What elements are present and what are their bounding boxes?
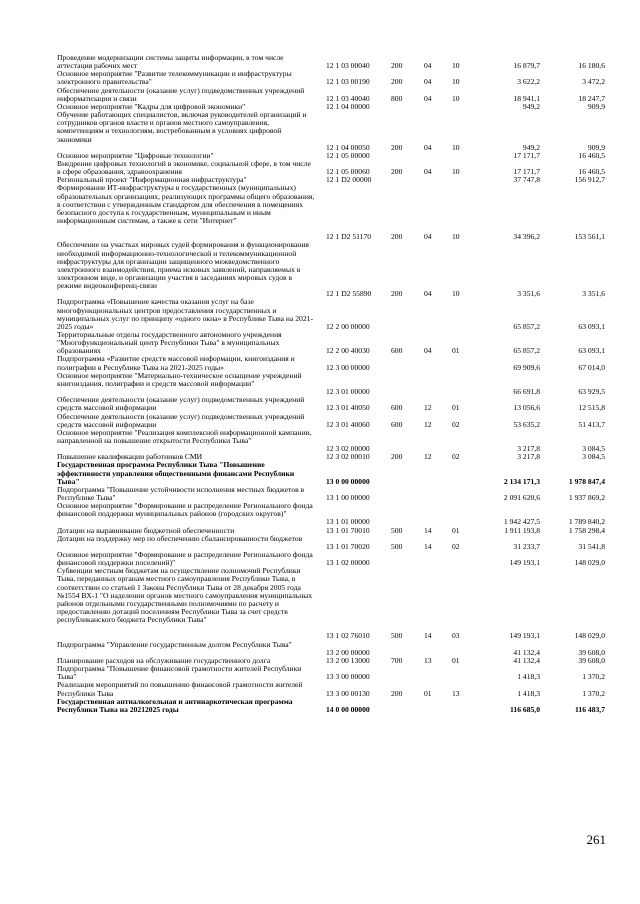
row-section: 04 [424, 232, 432, 242]
row-amount-year1: 69 909,6 [513, 362, 540, 372]
row-amount-year2: 1 370,2 [582, 688, 605, 698]
row-description: Государственная программа Республики Тыва "Повышение эффективности управления общественными финансами Республики Тыва" [57, 460, 295, 486]
row-amount-year2: 3 472,2 [582, 77, 605, 87]
row-description: Формирование ИТ-инфраструктуры в государственных (муниципальных) образовательных организациях, реализующих программы общего образования, в соответствии с утвержденным стандартом для обеспечения в помещениях безопасного доступа к государственным, муниципальным и иным информационным системам, а также к сети "Интернет" [57, 183, 315, 225]
row-amount-year1: 2 134 171,3 [503, 476, 540, 486]
table-row [0, 396, 640, 412]
table-row [0, 429, 640, 453]
row-description: Субвенции местным бюджетам на осуществление полномочий Республики Тыва, переданных органам местного самоуправления Республики Тыва, в соответствии со статьей 1 Закона Республики Тыва от 28 декабря 2005 года №1554 ВХ-1 "О наделении органов местного самоуправления муниципальных районов отдельными государственными полномочиями по расчету и предоставлению дотаций поселениям Республики Тыва за счет средств республиканского бюджета Республики Тыва" [57, 566, 313, 625]
row-description: Основное мероприятие "Кадры для цифровой экономики" [57, 101, 246, 111]
row-expense-type: 800 [391, 93, 403, 103]
row-subsection: 10 [452, 142, 460, 152]
row-code: 13 1 00 00000 [326, 492, 370, 502]
row-code: 12 1 03 40040 [326, 93, 370, 103]
row-description: Региональный проект "Информационная инфраструктура" [57, 175, 247, 185]
table-row [0, 502, 640, 526]
row-code: 13 2 00 13000 [326, 655, 370, 665]
row-section: 14 [424, 525, 432, 535]
row-subsection: 02 [452, 541, 460, 551]
row-expense-type: 200 [391, 688, 403, 698]
row-section: 01 [424, 688, 432, 698]
row-amount-year1: 2 091 620,6 [503, 492, 540, 502]
row-expense-type: 500 [391, 631, 403, 641]
row-expense-type: 200 [391, 142, 403, 152]
table-row [0, 641, 640, 657]
row-amount-year2: 148 029,0 [574, 631, 605, 641]
row-subsection: 03 [452, 631, 460, 641]
row-subsection: 01 [452, 403, 460, 413]
table-row [0, 331, 640, 355]
row-amount-year1: 65 857,2 [513, 346, 540, 356]
row-description: Подпрограмма «Повышение качества оказания услуг на базе многофункциональных центров предоставления государственных и муниципальных услуг по принципу «одного окна» в Республике Тыва на 2021-2025 годы» [57, 297, 313, 331]
row-code: 12 2 00 00000 [326, 321, 370, 331]
row-description: Основное мероприятие "Формирование и распределение Регионального фонда финансовой поддержки поселений)" [57, 550, 313, 568]
row-amount-year1: 66 691,8 [513, 387, 540, 397]
row-expense-type: 200 [391, 61, 403, 71]
row-amount-year1: 949,2 [522, 101, 540, 111]
row-amount-year2: 1 370,2 [582, 672, 605, 682]
row-expense-type: 200 [391, 232, 403, 242]
row-description: Дотации на выравнивание бюджетной обеспеченности [57, 525, 235, 535]
row-expense-type: 200 [391, 289, 403, 299]
table-row [0, 241, 640, 298]
table-row [0, 461, 640, 485]
row-section: 04 [424, 77, 432, 87]
row-description: Реализация мероприятий по повышению финансовой грамотности жителей Республики Тыва [57, 680, 303, 698]
table-row [0, 698, 640, 714]
row-amount-year2: 909,9 [587, 142, 605, 152]
row-section: 14 [424, 631, 432, 641]
row-code: 12 1 03 00040 [326, 61, 370, 71]
row-code: 12 1 D2 00000 [326, 175, 372, 185]
row-amount-year1: 3 622,2 [517, 77, 540, 87]
table-row [0, 486, 640, 502]
row-amount-year2: 51 413,7 [578, 419, 605, 429]
row-expense-type: 500 [391, 525, 403, 535]
row-amount-year1: 41 132,4 [513, 647, 540, 657]
row-expense-type: 200 [391, 452, 403, 462]
row-amount-year2: 3 084,5 [582, 452, 605, 462]
row-section: 04 [424, 346, 432, 356]
row-amount-year1: 3 217,8 [517, 444, 540, 454]
row-amount-year2: 39 608,0 [578, 647, 605, 657]
row-amount-year2: 3 351,6 [582, 289, 605, 299]
row-amount-year2: 3 084,5 [582, 444, 605, 454]
row-amount-year1: 3 217,8 [517, 452, 540, 462]
row-description: Основное мероприятие "Реализация комплексной информационной кампании, направленной на повышение открытости Республики Тыва" [57, 427, 312, 445]
row-amount-year2: 153 561,1 [574, 232, 605, 242]
row-amount-year1: 116 685,0 [510, 704, 540, 714]
row-amount-year1: 1 418,3 [517, 688, 540, 698]
row-code: 12 1 05 00000 [326, 150, 370, 160]
row-description: Подпрограмма «Развитие средств массовой информации, книгоиздания и полиграфии в Республике Тыва на 2021-2025 годы» [57, 354, 295, 372]
row-description: Планирование расходов на обслуживание государственного долга [57, 655, 271, 665]
page-number: 261 [586, 832, 606, 847]
row-amount-year2: 63 093,1 [578, 346, 605, 356]
row-amount-year2: 16 460,5 [578, 150, 605, 160]
row-amount-year1: 16 879,7 [513, 61, 540, 71]
table-row [0, 54, 640, 70]
row-code: 12 3 00 00000 [326, 362, 370, 372]
row-subsection: 02 [452, 419, 460, 429]
row-subsection: 10 [452, 77, 460, 87]
row-amount-year2: 1 758 298,4 [568, 525, 605, 535]
row-description: Основное мероприятие "Формирование и распределение Регионального фонда финансовой поддержки муниципальных районов (городских округов)" [57, 501, 313, 519]
row-description: Подпрограмма "Повышение устойчивости исполнения местных бюджетов в Республике Тыва" [57, 484, 305, 502]
row-section: 12 [424, 403, 432, 413]
row-amount-year2: 12 515,8 [578, 403, 605, 413]
row-expense-type: 700 [391, 655, 403, 665]
row-subsection: 01 [452, 346, 460, 356]
row-code: 13 1 01 00000 [326, 517, 370, 527]
row-code: 12 1 05 00060 [326, 167, 370, 177]
row-section: 04 [424, 142, 432, 152]
row-section: 12 [424, 419, 432, 429]
row-section: 04 [424, 167, 432, 177]
row-amount-year1: 34 396,2 [513, 232, 540, 242]
row-amount-year1: 149 193,1 [509, 631, 540, 641]
row-description: Внедрение цифровых технологий в экономике, социальной сфере, в том числе в сфере образования, здравоохранения [57, 158, 311, 177]
row-code: 12 1 04 00050 [326, 142, 370, 152]
row-description: Основное мероприятие "Цифровые технологии" [57, 150, 214, 160]
row-section: 13 [424, 655, 432, 665]
row-amount-year1: 31 233,7 [513, 541, 540, 551]
table-row [0, 87, 640, 103]
row-code: 13 3 00 00000 [326, 672, 370, 682]
row-description: Обеспечение деятельности (оказание услуг) подведомственных учреждений информатизации и связи [57, 85, 305, 103]
row-description: Основное мероприятие "Развитие телекоммуникации и инфраструктуры электронного правительства" [57, 69, 292, 87]
table-row [0, 665, 640, 681]
row-description: Проведение модернизации системы защиты информации, в том числе аттестация рабочих мест [57, 53, 284, 71]
row-section: 04 [424, 93, 432, 103]
row-description: Подпрограмма "Управление государственным долгом Республики Тыва" [57, 639, 292, 649]
row-description: Основное мероприятие "Материально-техническое оснащение учреждений книгоиздания, полиграфии и средств массовой информации" [57, 370, 302, 388]
row-code: 12 1 D2 51170 [326, 232, 372, 242]
row-section: 04 [424, 289, 432, 299]
row-amount-year1: 37 747,8 [513, 175, 540, 185]
table-row [0, 184, 640, 241]
row-section: 04 [424, 61, 432, 71]
row-amount-year2: 67 014,0 [578, 362, 605, 372]
row-amount-year2: 156 912,7 [574, 175, 605, 185]
row-expense-type: 600 [391, 419, 403, 429]
row-amount-year2: 63 093,1 [578, 321, 605, 331]
row-amount-year2: 16 460,5 [578, 167, 605, 177]
table-row [0, 535, 640, 551]
row-amount-year1: 17 171,7 [513, 150, 540, 160]
row-amount-year2: 116 483,7 [575, 704, 605, 714]
row-description: Подпрограмма "Повышение финансовой грамотности жителей Республики Тыва" [57, 664, 302, 682]
row-code: 12 1 04 00000 [326, 101, 370, 111]
table-row [0, 70, 640, 86]
row-description: Обучение работающих специалистов, включая руководителей организаций и сотрудников органов власти и органов местного самоуправления, компетенциям и технологиям, востребованным в условиях цифровой экономики [57, 110, 307, 144]
row-subsection: 10 [452, 232, 460, 242]
row-code: 12 1 D2 55890 [326, 289, 372, 299]
row-amount-year2: 18 247,7 [578, 93, 605, 103]
row-code: 13 1 01 70020 [326, 541, 370, 551]
row-code: 12 1 03 00190 [326, 77, 370, 87]
row-amount-year1: 13 056,6 [513, 403, 540, 413]
row-description: Территориальные отделы государственного автономного учреждения "Многофункциональный центр Республики Тыва" в муниципальных образованиях [57, 330, 282, 356]
row-code: 13 3 00 00130 [326, 688, 370, 698]
row-amount-year2: 1 789 840,2 [568, 517, 605, 527]
row-expense-type: 200 [391, 77, 403, 87]
row-amount-year2: 909,9 [587, 101, 605, 111]
row-amount-year1: 18 941,1 [513, 93, 540, 103]
row-expense-type: 500 [391, 541, 403, 551]
table-row [0, 681, 640, 697]
row-code: 12 2 00 40030 [326, 346, 370, 356]
row-amount-year2: 148 029,0 [574, 558, 605, 568]
row-amount-year1: 1 911 193,8 [504, 525, 540, 535]
table-row [0, 567, 640, 640]
table-row [0, 111, 640, 152]
row-subsection: 13 [452, 688, 460, 698]
row-code: 12 3 02 00000 [326, 444, 370, 454]
row-amount-year2: 1 978 847,4 [568, 476, 605, 486]
row-description: Обеспечение деятельности (оказание услуг) подведомственных учреждений средств массовой информации [57, 411, 305, 429]
row-code: 12 3 02 00010 [326, 452, 370, 462]
row-subsection: 02 [452, 452, 460, 462]
row-amount-year1: 1 942 427,5 [503, 517, 540, 527]
row-amount-year1: 53 635,2 [513, 419, 540, 429]
row-expense-type: 600 [391, 403, 403, 413]
row-expense-type: 600 [391, 346, 403, 356]
row-amount-year2: 1 937 869,2 [568, 492, 605, 502]
table-row [0, 298, 640, 331]
row-amount-year2: 39 608,0 [578, 655, 605, 665]
row-code: 12 3 01 40060 [326, 419, 370, 429]
row-amount-year1: 65 857,2 [513, 321, 540, 331]
row-amount-year2: 63 929,5 [578, 387, 605, 397]
table-row [0, 372, 640, 396]
row-description: Обеспечение деятельности (оказание услуг) подведомственных учреждений средств массовой информации [57, 395, 305, 413]
row-amount-year1: 41 132,4 [513, 655, 540, 665]
table-row [0, 355, 640, 371]
row-amount-year2: 31 541,8 [578, 541, 605, 551]
row-expense-type: 200 [391, 167, 403, 177]
row-amount-year1: 949,2 [522, 142, 540, 152]
row-code: 13 0 00 00000 [326, 476, 370, 486]
row-subsection: 10 [452, 61, 460, 71]
row-code: 13 1 02 00000 [326, 558, 370, 568]
row-amount-year1: 3 351,6 [517, 289, 540, 299]
row-subsection: 10 [452, 289, 460, 299]
table-row [0, 413, 640, 429]
budget-table [0, 54, 640, 714]
row-subsection: 10 [452, 167, 460, 177]
row-section: 14 [424, 541, 432, 551]
row-subsection: 01 [452, 525, 460, 535]
row-code: 13 1 02 76010 [326, 631, 370, 641]
row-amount-year2: 16 180,6 [578, 61, 605, 71]
table-row [0, 551, 640, 567]
row-code: 13 1 01 70010 [326, 525, 370, 535]
row-description: Дотации на поддержку мер по обеспечению сбалансированности бюджетов [57, 533, 303, 543]
row-code: 12 3 01 00000 [326, 387, 370, 397]
row-subsection: 01 [452, 655, 460, 665]
row-description: Повышение квалификации работников СМИ [57, 452, 203, 462]
row-amount-year1: 1 418,3 [517, 672, 540, 682]
row-subsection: 10 [452, 93, 460, 103]
row-code: 13 2 00 00000 [326, 647, 370, 657]
row-amount-year1: 149 193,1 [509, 558, 540, 568]
row-code: 12 3 01 40050 [326, 403, 370, 413]
row-section: 12 [424, 452, 432, 462]
row-code: 14 0 00 00000 [326, 704, 370, 714]
row-description: Государственная антиалкогольная и антинаркотическая программа Республики Тыва на 20212025 годы [57, 696, 293, 714]
table-row [0, 160, 640, 176]
row-description: Обеспечение на участках мировых судей формирования и функционирования необходимой информационно-технологической и телекоммуникационной инфраструктуры для организации защищенного межведомственного электронного взаимодействия, приема исковых заявлений, направляемых в электронном виде, и организации участия в заседаниях мировых судов в режиме видеоконференц-связи [57, 240, 309, 291]
row-amount-year1: 17 171,7 [513, 167, 540, 177]
